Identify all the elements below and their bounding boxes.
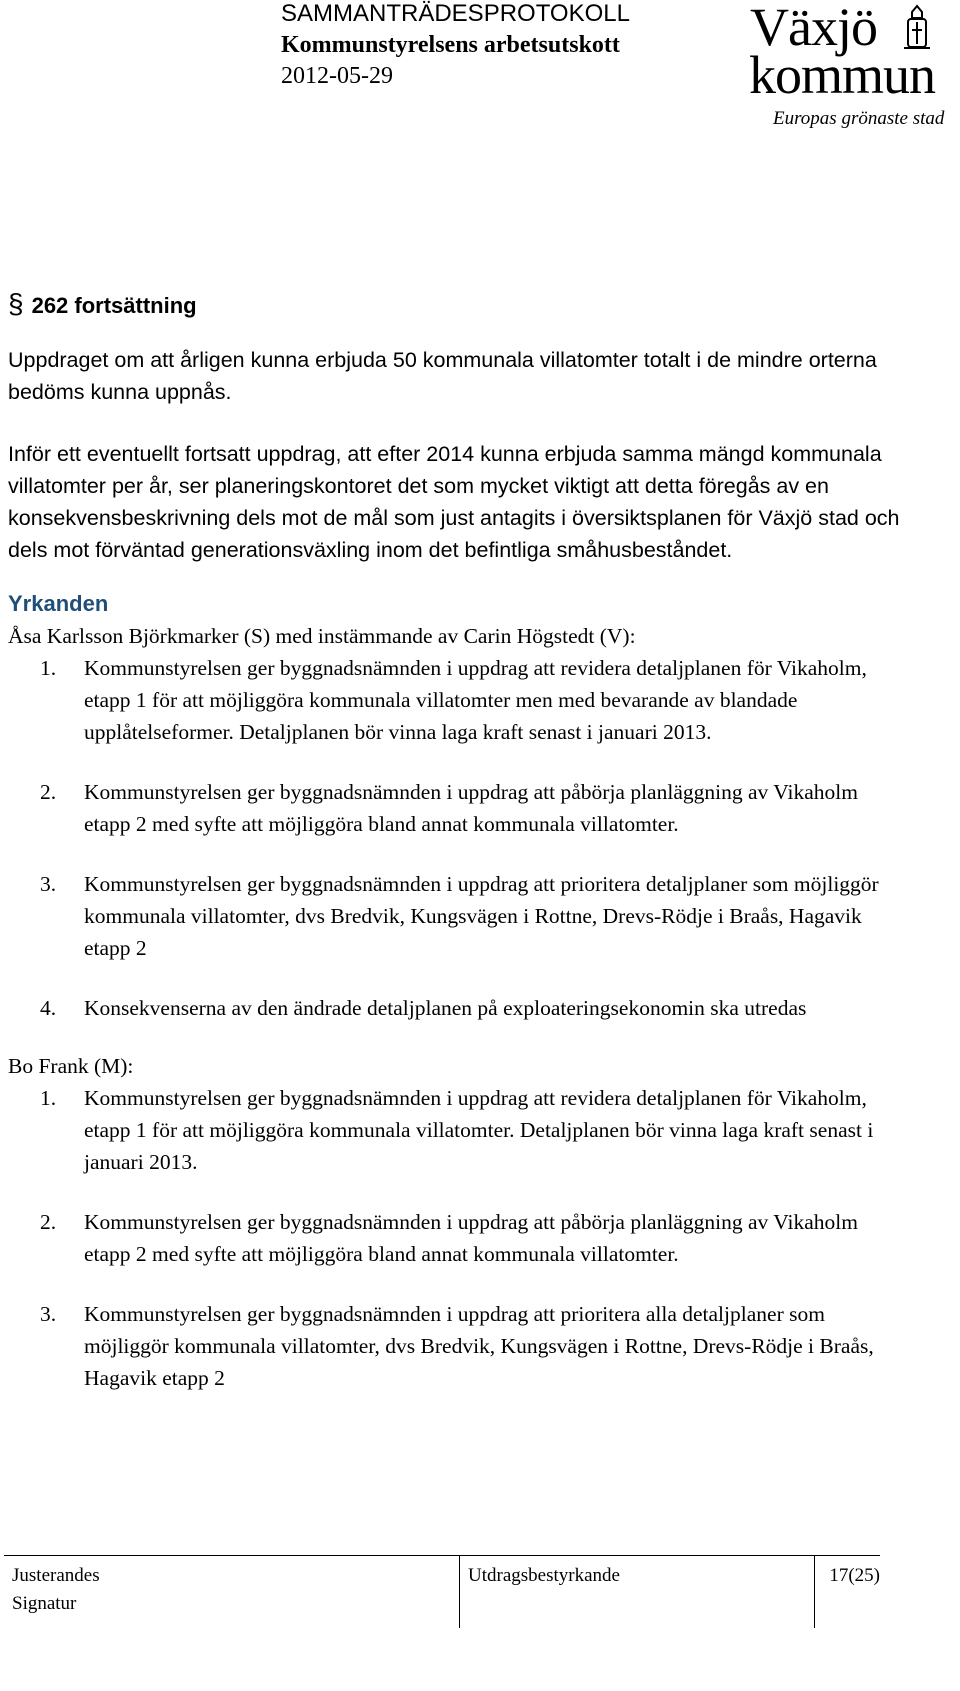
justerandes-label: Justerandes <box>12 1565 100 1586</box>
section-title: 262 fortsättning <box>31 293 197 318</box>
paragraph-symbol: § <box>8 288 24 319</box>
list-item: 3. Kommunstyrelsen ger byggnadsnämnden i uppdrag att prioritera alla detaljplaner som möjliggör kommunala villatomter, dvs Bredvik, Kungsvägen i Rottne, Drevs-Rödje i Braås, Hagavik etapp 2 <box>40 1302 874 1390</box>
body-paragraph: Uppdraget om att årligen kunna erbjuda 50 kommunala villatomter totalt i de mindre orterna bedöms kunna uppnås. <box>8 348 877 404</box>
body-paragraph: Inför ett eventuellt fortsatt uppdrag, att efter 2014 kunna erbjuda samma mängd kommunala villatomter per år, ser planeringskontoret det som mycket viktigt att detta föregås av en konsekvensbeskrivning dels mot de mål som just antagits i översiktsplanen för Växjö stad och dels mot förväntad generationsväxling inom det befintliga småhusbeståndet. <box>8 442 900 562</box>
list-item: 1. Kommunstyrelsen ger byggnadsnämnden i uppdrag att revidera detaljplanen för Vikaholm, etapp 1 för att möjliggöra kommunala villatomter. Detaljplanen bör vinna laga kraft senast i januari 2013. <box>40 1086 874 1174</box>
logo-tagline: Europas grönaste stad <box>773 108 945 129</box>
utdrag-label: Utdragsbestyrkande <box>468 1565 620 1586</box>
page-number: 17(25) <box>829 1565 880 1586</box>
list-item: 2. Kommunstyrelsen ger byggnadsnämnden i uppdrag att påbörja planläggning av Vikaholm etapp 2 med syfte att möjliggöra bland annat kommunala villatomter. <box>40 780 858 836</box>
document-type: SAMMANTRÄDESPROTOKOLL <box>281 0 630 27</box>
justerandes-cell <box>4 1556 460 1628</box>
proposal-b-list <box>8 1082 908 1394</box>
yrkanden-heading: Yrkanden <box>8 591 109 616</box>
signature-footer <box>4 1555 880 1628</box>
protocol-body <box>8 288 908 1420</box>
signatur-label: Signatur <box>12 1593 77 1614</box>
bishop-crest-icon <box>900 4 934 52</box>
proposer-a: Åsa Karlsson Björkmarker (S) med instämmande av Carin Högstedt (V): <box>8 624 636 648</box>
list-item: 4. Konsekvenserna av den ändrade detaljplanen på exploateringsekonomin ska utredas <box>40 996 807 1020</box>
meeting-date: 2012-05-29 <box>281 63 393 89</box>
utdrag-cell <box>460 1556 815 1628</box>
section-heading <box>8 288 908 320</box>
proposer-b: Bo Frank (M): <box>8 1054 134 1078</box>
logo-word-bottom: kommun <box>749 45 936 105</box>
logo-word-top: Växjö <box>750 0 877 57</box>
committee-name: Kommunstyrelsens arbetsutskott <box>281 32 620 58</box>
proposal-a-list <box>8 652 908 1024</box>
list-item: 3. Kommunstyrelsen ger byggnadsnämnden i uppdrag att prioritera detaljplaner som möjliggör kommunala villatomter, dvs Bredvik, Kungsvägen i Rottne, Drevs-Rödje i Braås, Hagavik etapp 2 <box>40 872 879 960</box>
list-item: 2. Kommunstyrelsen ger byggnadsnämnden i uppdrag att påbörja planläggning av Vikaholm etapp 2 med syfte att möjliggöra bland annat kommunala villatomter. <box>40 1210 858 1266</box>
list-item: 1. Kommunstyrelsen ger byggnadsnämnden i uppdrag att revidera detaljplanen för Vikaholm, etapp 1 för att möjliggöra kommunala villatomter men med bevarande av blandade upplåtelseformer. Detaljplanen bör vinna laga kraft senast i januari 2013. <box>40 656 867 744</box>
document-header <box>281 2 630 88</box>
vaxjo-kommun-logo <box>745 0 960 135</box>
